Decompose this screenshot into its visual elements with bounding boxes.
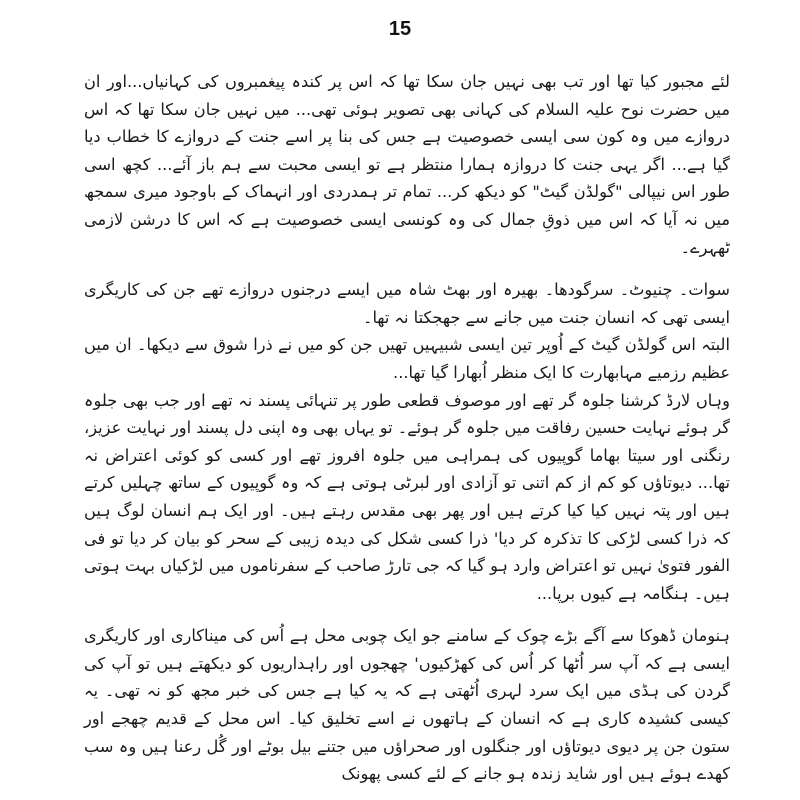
paragraph: البتہ اس گولڈن گیٹ کے اُوپر تین ایسی شبیہیں تھیں جن کو میں نے ذرا شوق سے دیکھا۔ ان میں عظیم رزمیے مہابھارت کا ایک منظر اُبھارا گیا تھا...: [84, 335, 730, 382]
paragraph: ہنومان ڈھوکا سے آگے بڑے چوک کے سامنے جو ایک چوبی محل ہے اُس کی میناکاری اور کاریگری ایسی ہے کہ آپ سر اُٹھا کر اُس کی کھڑکیوں' چھجوں اور راہداریوں کو دیکھتے ہیں تو آپ کی گردن کی ہڈی میں ایک سرد لہری اُٹھتی ہے کہ یہ کیا ہے جس کی خبر مجھ کو نہ تھی۔ یہ کیسی کشیدہ کاری ہے کہ انسان کے ہاتھوں نے اسے تخلیق کیا۔ اس محل کے قدیم چھجے اور ستون جن پر دیوی دیوتاؤں اور جنگلوں اور صحراؤں میں جتنے بیل بوٹے اور گُل رعنا ہیں وہ سب کھدے ہوئے ہیں اور شاید زندہ ہو جانے کے لئے کسی پھونک: [84, 626, 730, 784]
paragraph: سوات۔ چنیوٹ۔ سرگودھا۔ بھیرہ اور بھٹ شاہ میں ایسے درجنوں دروازے تھے جن کی کاریگری ایسی تھی کہ انسان جنت میں جانے سے جھجکتا نہ تھا۔: [84, 280, 730, 327]
paragraph: لئے مجبور کیا تھا اور تب بھی نہیں جان سکا تھا کہ اس پر کندہ پیغمبروں کی کہانیاں...اور ان میں حضرت نوح علیہ السلام کی کہانی بھی تصویر ہوئی تھی... میں نہیں جان سکا تھا کہ اس دروازے میں وہ کون سی ایسی خصوصیت ہے جس کی بنا پر اسے جنت کے دروازے کا خطاب دیا گیا ہے... اگر یہی جنت کا دروازہ ہمارا منتظر ہے تو ایسی محبت سے ہم باز آئے... کچھ اسی طور اس نیپالی "گولڈن گیٹ" کو دیکھ کر... تمام تر ہمدردی اور انہماک کے باوجود میری سمجھ میں نہ آیا کہ اس میں ذوقِ جمال کی وہ کونسی ایسی خصوصیت ہے کہ اس کا درشن لازمی ٹھہرے۔: [84, 72, 730, 257]
page-number: 15: [388, 18, 412, 40]
paragraph: وہاں لارڈ کرشنا جلوہ گر تھے اور موصوف قطعی طور پر تنہائی پسند نہ تھے اور جب بھی جلوہ گر ہوئے نہایت حسین رفاقت میں جلوہ گر ہوئے۔ تو یہاں بھی وہ اپنی دل پسند اور نہایت عزیز، رنگنی اور سیتا بھاما گوپیوں کی ہمراہی میں جلوہ افروز تھے اور کسی کو کوئی اعتراض نہ تھا... دیوتاؤں کو کم از کم اتنی تو آزادی اور لبرٹی ہوتی ہے کہ وہ گوپیوں کے ساتھ چہلیں کرتے ہیں اور پتہ نہیں کیا کیا کرتے ہیں اور پھر بھی مقدس رہتے ہیں۔ اور ایک ہم انسان لوگ ہیں کہ ذرا کسی لڑکی کا تذکرہ کر دیا' ذرا کسی شکل کی دیدہ زیبی کے سحر کو بیان کر دیا تو فی الفور فتویٰ نہیں تو اعتراض وارد ہو گیا کہ جی تارڑ صاحب کے سفرناموں میں لڑکیاں بہت ہوتی ہیں۔ ہنگامہ ہے کیوں برپا...: [84, 390, 730, 603]
page-text: [84, 68, 730, 788]
